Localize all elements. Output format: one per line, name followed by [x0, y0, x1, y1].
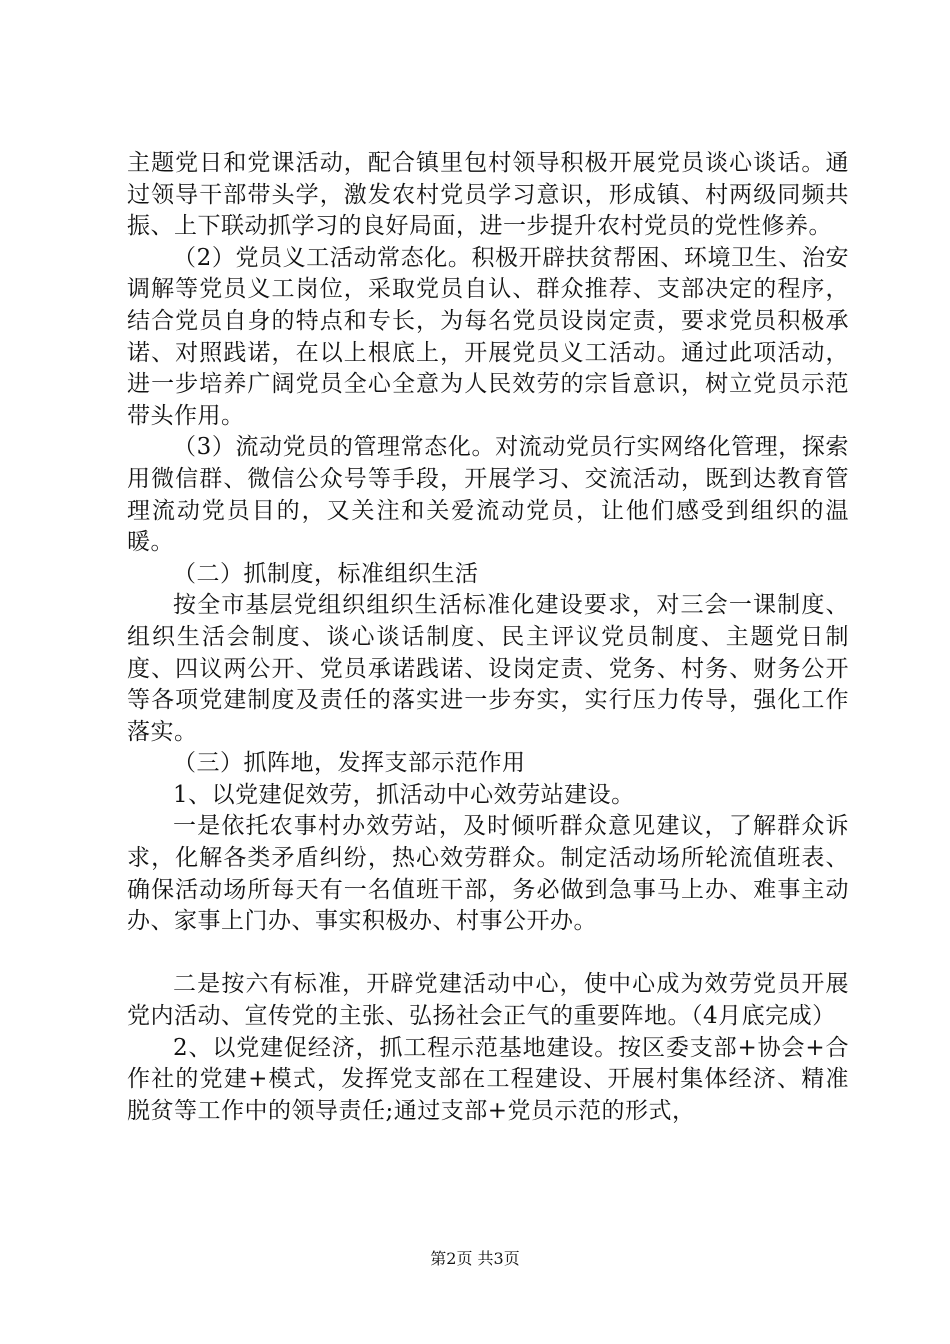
paragraph-service-station: 一是依托农事村办效劳站，及时倾听群众意见建议，了解群众诉求，化解各类矛盾纠纷，热心效劳群众。制定活动场所轮流值班表、确保活动场所每天有一名值班干部，务必做到急事马上办、难事主动办、家事上门办、事实积极办、村事公开办。: [127, 813, 849, 935]
blank-line: [127, 938, 849, 970]
paragraph-activity-center: 二是按六有标准，开辟党建活动中心，使中心成为效劳党员开展党内活动、宣传党的主张、弘扬社会正气的重要阵地。（4月底完成）: [127, 971, 849, 1030]
paragraph-economy: 2、以党建促经济，抓工程示范基地建设。按区委支部+协会+合作社的党建+模式，发挥党支部在工程建设、开展村集体经济、精准脱贫等工作中的领导责任;通过支部+党员示范的形式，: [127, 1034, 849, 1124]
subheading-service-station: 1、以党建促效劳，抓活动中心效劳站建设。: [173, 781, 635, 808]
paragraph-volunteer: （2）党员义工活动常态化。积极开辟扶贫帮困、环境卫生、治安调解等党员义工岗位，采取党员自认、群众推荐、支部决定的程序，结合党员自身的特点和专长，为每名党员设岗定责，要求党员积极承诺、对照践诺，在以上根底上，开展党员义工活动。通过此项活动，进一步培养广阔党员全心全意为人民效劳的宗旨意识，树立党员示范带头作用。: [127, 244, 849, 429]
document-body: [127, 148, 849, 1127]
paragraph-intro: 主题党日和党课活动，配合镇里包村领导积极开展党员谈心谈话。通过领导干部带头学，激发农村党员学习意识，形成镇、村两级同频共振、上下联动抓学习的良好局面，进一步提升农村党员的党性修养。: [127, 150, 849, 240]
paragraph-mobile-members: （3）流动党员的管理常态化。对流动党员行实网络化管理，探索用微信群、微信公众号等手段，开展学习、交流活动，既到达教育管理流动党员目的，又关注和关爱流动党员，让他们感受到组织的温暖。: [127, 434, 849, 556]
page-footer: 第2页 共3页: [430, 1249, 520, 1268]
paragraph-system: 按全市基层党组织组织生活标准化建设要求，对三会一课制度、组织生活会制度、谈心谈话制度、民主评议党员制度、主题党日制度、四议两公开、党员承诺践诺、设岗定责、党务、村务、财务公开等各项党建制度及责任的落实进一步夯实，实行压力传导，强化工作落实。: [127, 592, 849, 745]
section-heading-position: （三）抓阵地，发挥支部示范作用: [173, 750, 526, 777]
section-heading-system: （二）抓制度，标准组织生活: [173, 560, 479, 587]
